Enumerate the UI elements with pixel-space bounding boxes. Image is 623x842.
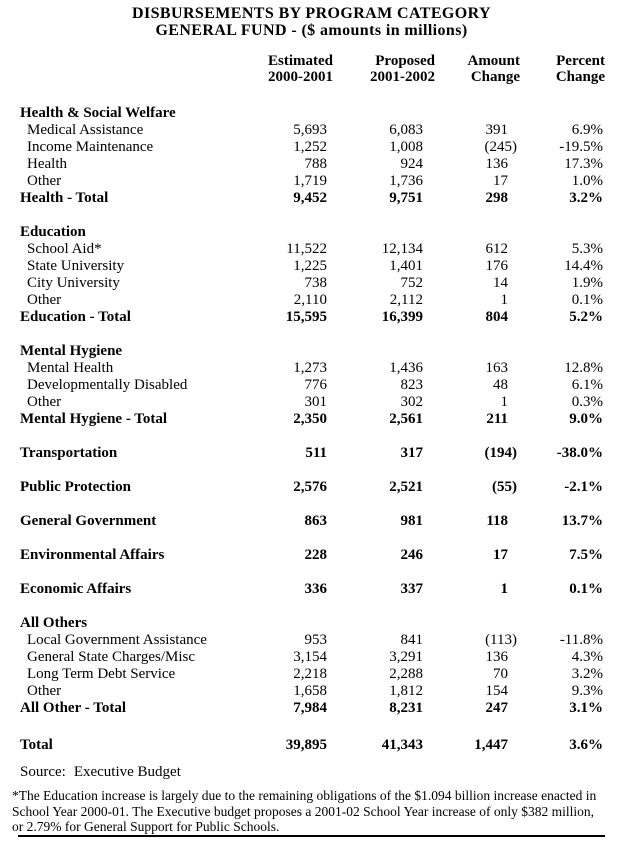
grand-total-row bbox=[20, 737, 605, 754]
page-title-line2: GENERAL FUND - ($ amounts in millions) bbox=[155, 22, 468, 39]
spacer-row bbox=[20, 496, 605, 513]
proposed-cell: 1,812 bbox=[389, 683, 423, 699]
amount-cell: 1 bbox=[500, 394, 508, 410]
proposed-cell: 9,751 bbox=[389, 190, 423, 206]
section-total-row bbox=[20, 190, 605, 207]
spacer-cell bbox=[20, 326, 605, 343]
row-label: State University bbox=[27, 258, 125, 274]
section-total-row bbox=[20, 309, 605, 326]
spacer-cell bbox=[20, 207, 605, 224]
proposed-header-line2: 2001-2002 bbox=[370, 69, 435, 85]
percent-cell: 0.1% bbox=[571, 292, 603, 308]
percent-cell: 6.1% bbox=[571, 377, 603, 393]
label-column-header bbox=[20, 53, 255, 85]
percent-cell: 7.5% bbox=[569, 547, 603, 563]
row-label: Economic Affairs bbox=[20, 581, 132, 597]
spacer-cell bbox=[20, 462, 605, 479]
percent-cell: -19.5% bbox=[559, 139, 603, 155]
estimated-cell: 11,522 bbox=[286, 241, 327, 257]
percent-cell: 1.0% bbox=[571, 173, 603, 189]
spacer-cell bbox=[20, 717, 605, 737]
amount-header-line1: Amount bbox=[467, 53, 520, 69]
proposed-cell: 12,134 bbox=[381, 241, 423, 257]
table-body bbox=[20, 85, 605, 754]
estimated-cell: 7,984 bbox=[293, 700, 327, 716]
amount-cell: 118 bbox=[486, 513, 508, 529]
estimated-cell: 788 bbox=[304, 156, 327, 172]
amount-cell: (194) bbox=[484, 445, 517, 461]
estimated-cell: 738 bbox=[304, 275, 327, 291]
amount-cell: 136 bbox=[485, 156, 508, 172]
spacer-cell bbox=[20, 598, 605, 615]
estimated-header-line2: 2000-2001 bbox=[268, 69, 333, 85]
proposed-column-header bbox=[333, 53, 435, 85]
table-row bbox=[20, 649, 605, 666]
percent-change-column-header bbox=[520, 53, 605, 85]
percent-cell: 3.2% bbox=[569, 190, 603, 206]
amount-cell: 17 bbox=[493, 547, 508, 563]
estimated-cell: 1,273 bbox=[293, 360, 327, 376]
percent-cell: 13.7% bbox=[561, 513, 603, 529]
row-label: Other bbox=[27, 292, 62, 308]
amount-header-line2: Change bbox=[470, 69, 520, 85]
row-label: Income Maintenance bbox=[27, 139, 154, 155]
category-row bbox=[20, 581, 605, 598]
table-row bbox=[20, 632, 605, 649]
row-label: Other bbox=[27, 394, 62, 410]
row-label: City University bbox=[27, 275, 120, 291]
percent-cell: -38.0% bbox=[556, 445, 603, 461]
row-label: Long Term Debt Service bbox=[27, 666, 176, 682]
table-row bbox=[20, 360, 605, 377]
proposed-cell: 337 bbox=[400, 581, 423, 597]
row-label: Total bbox=[20, 737, 53, 753]
percent-header-line2: Change bbox=[555, 69, 605, 85]
table-row bbox=[20, 241, 605, 258]
proposed-cell: 2,288 bbox=[389, 666, 423, 682]
source-label: Source: bbox=[20, 764, 66, 780]
source-line bbox=[20, 764, 623, 781]
amount-cell: 1 bbox=[500, 292, 508, 308]
estimated-cell: 2,350 bbox=[293, 411, 327, 427]
amount-cell: 1 bbox=[500, 581, 508, 597]
proposed-cell: 981 bbox=[400, 513, 423, 529]
amount-cell: 612 bbox=[485, 241, 508, 257]
percent-cell: 9.0% bbox=[569, 411, 603, 427]
amount-cell: 136 bbox=[485, 649, 508, 665]
estimated-cell: 336 bbox=[304, 581, 327, 597]
spacer-cell bbox=[20, 496, 605, 513]
amount-cell: 247 bbox=[485, 700, 508, 716]
proposed-cell: 41,343 bbox=[381, 737, 423, 753]
estimated-cell: 2,576 bbox=[293, 479, 327, 495]
table-row bbox=[20, 377, 605, 394]
row-label: Health bbox=[27, 156, 67, 172]
percent-cell: 3.2% bbox=[571, 666, 603, 682]
amount-cell: 17 bbox=[493, 173, 508, 189]
spacer-row bbox=[20, 462, 605, 479]
row-label: All Other - Total bbox=[20, 700, 126, 716]
page-title bbox=[0, 0, 623, 39]
category-row bbox=[20, 513, 605, 530]
footnote: *The Education increase is largely due to the remaining obligations of the $1.094 billion increase enacted in School Year 2000-01. The Executive budget proposes a 2001-02 School Year increase of only $382 million, or 2.79% for General Support for Public Schools. bbox=[12, 788, 597, 834]
estimated-cell: 863 bbox=[304, 513, 327, 529]
proposed-cell: 302 bbox=[400, 394, 423, 410]
table-row bbox=[20, 683, 605, 700]
amount-cell: 163 bbox=[485, 360, 508, 376]
estimated-cell: 39,895 bbox=[285, 737, 327, 753]
estimated-cell: 1,225 bbox=[293, 258, 327, 274]
amount-cell: 298 bbox=[485, 190, 508, 206]
row-label: Public Protection bbox=[20, 479, 131, 495]
estimated-cell: 2,218 bbox=[293, 666, 327, 682]
spacer-row bbox=[20, 598, 605, 615]
proposed-cell: 2,521 bbox=[389, 479, 423, 495]
proposed-cell: 2,561 bbox=[389, 411, 423, 427]
table-row bbox=[20, 275, 605, 292]
table-header bbox=[20, 53, 605, 85]
proposed-cell: 317 bbox=[400, 445, 423, 461]
section-heading-row bbox=[20, 615, 605, 632]
disbursements-table bbox=[20, 53, 605, 754]
table-row bbox=[20, 122, 605, 139]
proposed-cell: 246 bbox=[400, 547, 423, 563]
spacer-row bbox=[20, 207, 605, 224]
proposed-cell: 8,231 bbox=[389, 700, 423, 716]
percent-cell: 0.1% bbox=[569, 581, 603, 597]
row-label: Medical Assistance bbox=[27, 122, 144, 138]
amount-change-column-header bbox=[435, 53, 520, 85]
estimated-header-line1: Estimated bbox=[268, 53, 333, 69]
percent-cell: 4.3% bbox=[571, 649, 603, 665]
amount-cell: 14 bbox=[493, 275, 508, 291]
spacer-row bbox=[20, 326, 605, 343]
category-row bbox=[20, 547, 605, 564]
proposed-cell: 841 bbox=[400, 632, 423, 648]
spacer-cell bbox=[20, 85, 605, 105]
header-row bbox=[20, 53, 605, 85]
proposed-cell: 1,401 bbox=[389, 258, 423, 274]
row-label: Other bbox=[27, 173, 62, 189]
amount-cell: 391 bbox=[485, 122, 508, 138]
estimated-cell: 2,110 bbox=[293, 292, 327, 308]
proposed-cell: 16,399 bbox=[381, 309, 423, 325]
amount-cell: (245) bbox=[484, 139, 517, 155]
spacer-row bbox=[20, 530, 605, 547]
proposed-cell: 6,083 bbox=[389, 122, 423, 138]
proposed-cell: 1,436 bbox=[389, 360, 423, 376]
percent-cell: 6.9% bbox=[571, 122, 603, 138]
amount-cell: (113) bbox=[485, 632, 517, 648]
amount-cell: 176 bbox=[485, 258, 508, 274]
amount-cell: 154 bbox=[485, 683, 508, 699]
row-label: Transportation bbox=[20, 445, 118, 461]
row-label: Other bbox=[27, 683, 62, 699]
estimated-cell: 5,693 bbox=[293, 122, 327, 138]
spacer-cell bbox=[20, 428, 605, 445]
table-row bbox=[20, 258, 605, 275]
estimated-cell: 3,154 bbox=[293, 649, 327, 665]
row-label: General State Charges/Misc bbox=[27, 649, 196, 665]
estimated-cell: 953 bbox=[304, 632, 327, 648]
percent-cell: 14.4% bbox=[564, 258, 603, 274]
amount-cell: (55) bbox=[492, 479, 517, 495]
category-row bbox=[20, 445, 605, 462]
spacer-row bbox=[20, 428, 605, 445]
row-label: Mental Hygiene - Total bbox=[20, 411, 168, 427]
table-row bbox=[20, 173, 605, 190]
table-row bbox=[20, 156, 605, 173]
proposed-cell: 3,291 bbox=[389, 649, 423, 665]
proposed-header-line1: Proposed bbox=[375, 53, 435, 69]
row-label: Mental Health bbox=[27, 360, 114, 376]
proposed-cell: 823 bbox=[400, 377, 423, 393]
section-heading: All Others bbox=[20, 615, 88, 631]
table-row bbox=[20, 292, 605, 309]
row-label: General Government bbox=[20, 513, 157, 529]
section-heading: Health & Social Welfare bbox=[20, 105, 176, 121]
estimated-cell: 511 bbox=[305, 445, 327, 461]
row-label: Education - Total bbox=[20, 309, 131, 325]
percent-cell: 1.9% bbox=[571, 275, 603, 291]
bottom-rule bbox=[18, 835, 605, 837]
proposed-cell: 1,008 bbox=[389, 139, 423, 155]
row-label: Health - Total bbox=[20, 190, 109, 206]
spacer-row bbox=[20, 85, 605, 105]
estimated-cell: 9,452 bbox=[293, 190, 327, 206]
percent-cell: -2.1% bbox=[564, 479, 603, 495]
section-heading: Mental Hygiene bbox=[20, 343, 123, 359]
amount-cell: 48 bbox=[493, 377, 508, 393]
estimated-cell: 301 bbox=[304, 394, 327, 410]
category-row bbox=[20, 479, 605, 496]
spacer-row bbox=[20, 564, 605, 581]
percent-cell: 9.3% bbox=[571, 683, 603, 699]
row-label: Environmental Affairs bbox=[20, 547, 165, 563]
spacer-cell bbox=[20, 564, 605, 581]
spacer-cell bbox=[20, 530, 605, 547]
proposed-cell: 924 bbox=[400, 156, 423, 172]
estimated-cell: 228 bbox=[304, 547, 327, 563]
percent-cell: 17.3% bbox=[564, 156, 603, 172]
page-title-line1: DISBURSEMENTS BY PROGRAM CATEGORY bbox=[132, 5, 491, 22]
row-label: Developmentally Disabled bbox=[27, 377, 188, 393]
row-label: Local Government Assistance bbox=[27, 632, 207, 648]
estimated-cell: 1,658 bbox=[293, 683, 327, 699]
section-heading-row bbox=[20, 343, 605, 360]
percent-cell: -11.8% bbox=[559, 632, 603, 648]
percent-cell: 3.6% bbox=[569, 737, 603, 753]
estimated-cell: 1,719 bbox=[293, 173, 327, 189]
estimated-cell: 776 bbox=[304, 377, 327, 393]
estimated-cell: 1,252 bbox=[293, 139, 327, 155]
section-heading: Education bbox=[20, 224, 86, 240]
amount-cell: 804 bbox=[485, 309, 508, 325]
section-heading-row bbox=[20, 224, 605, 241]
proposed-cell: 752 bbox=[400, 275, 423, 291]
proposed-cell: 2,112 bbox=[389, 292, 423, 308]
percent-cell: 0.3% bbox=[571, 394, 603, 410]
row-label: School Aid* bbox=[27, 241, 102, 257]
section-total-row bbox=[20, 411, 605, 428]
percent-cell: 5.2% bbox=[569, 309, 603, 325]
percent-cell: 12.8% bbox=[564, 360, 603, 376]
spacer-row bbox=[20, 717, 605, 737]
percent-cell: 5.3% bbox=[571, 241, 603, 257]
amount-cell: 211 bbox=[486, 411, 508, 427]
percent-cell: 3.1% bbox=[569, 700, 603, 716]
amount-cell: 70 bbox=[493, 666, 508, 682]
estimated-cell: 15,595 bbox=[285, 309, 327, 325]
estimated-column-header bbox=[255, 53, 333, 85]
section-total-row bbox=[20, 700, 605, 717]
proposed-cell: 1,736 bbox=[389, 173, 423, 189]
amount-cell: 1,447 bbox=[474, 737, 508, 753]
section-heading-row bbox=[20, 105, 605, 122]
table-row bbox=[20, 139, 605, 156]
table-row bbox=[20, 394, 605, 411]
table-row bbox=[20, 666, 605, 683]
percent-header-line1: Percent bbox=[556, 53, 605, 69]
source-value: Executive Budget bbox=[73, 764, 181, 780]
